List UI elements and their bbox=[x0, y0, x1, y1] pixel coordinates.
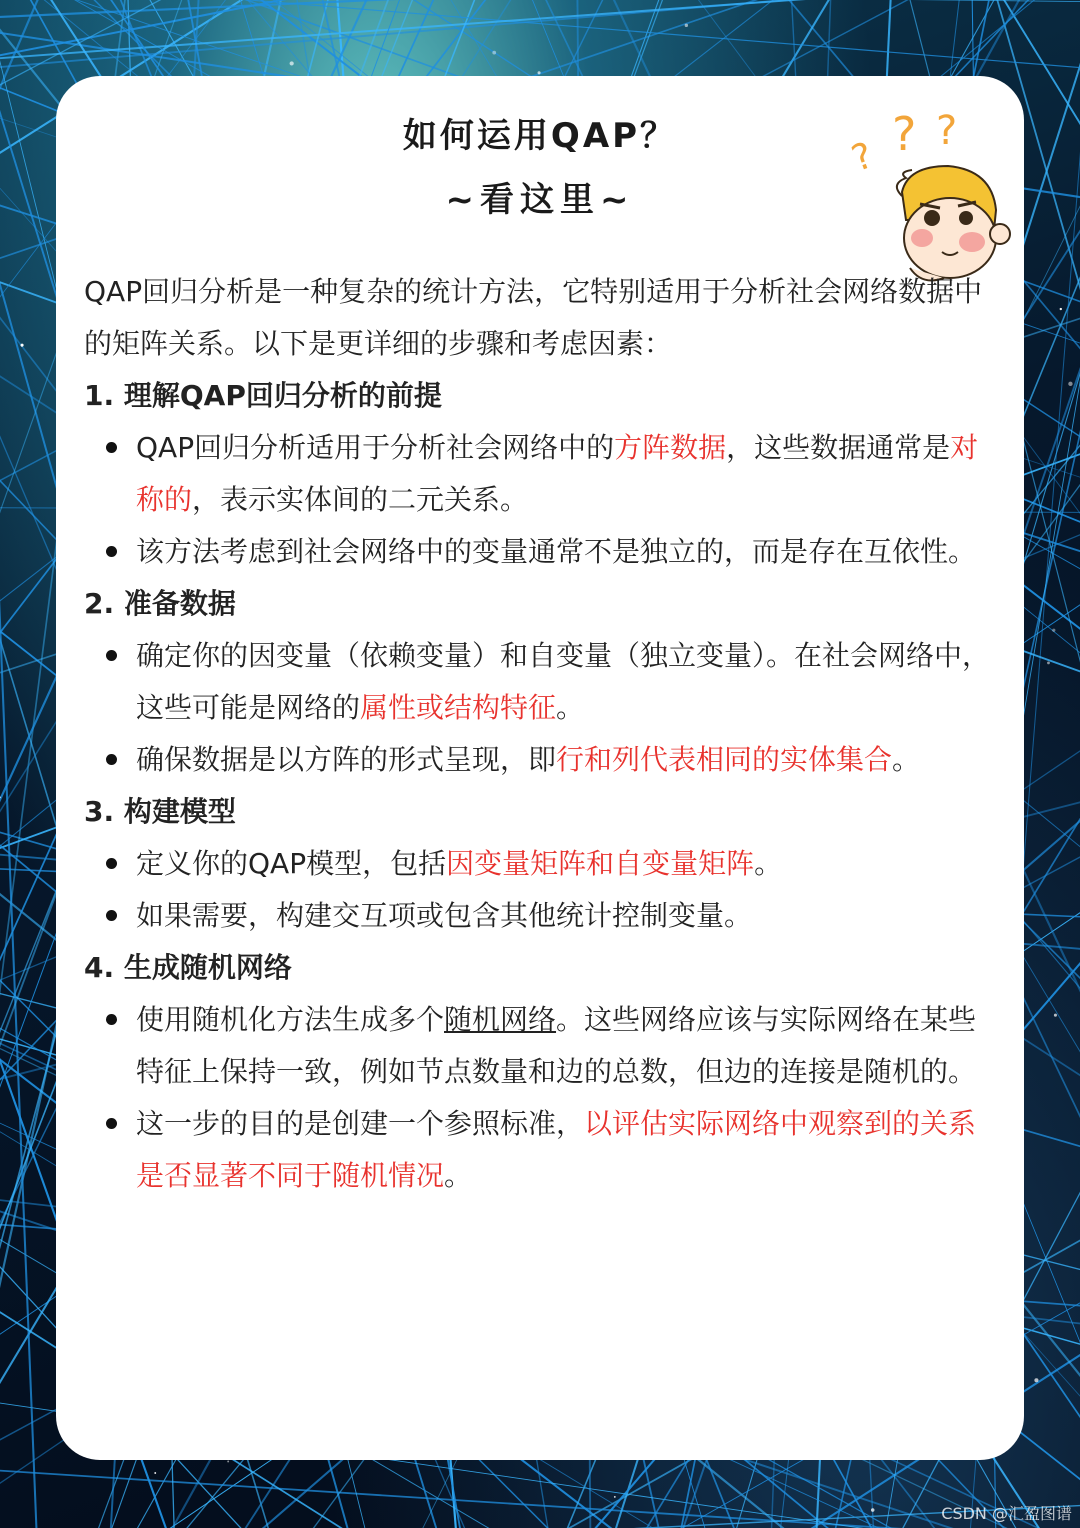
page-subtitle: ~看这里~ bbox=[445, 180, 635, 220]
star-dot bbox=[614, 1496, 616, 1498]
item-text: QAP回归分析适用于分析社会网络中的 bbox=[136, 431, 615, 464]
star-dot bbox=[227, 1460, 229, 1462]
section-heading-1: 1. 理解QAP回归分析的前提 bbox=[84, 379, 442, 412]
list-item bbox=[84, 422, 1004, 526]
item-text: 。 bbox=[892, 743, 921, 776]
star-dot bbox=[492, 51, 496, 55]
section-3-list bbox=[84, 838, 1004, 942]
list-item bbox=[84, 838, 1004, 890]
star-dot bbox=[1052, 629, 1055, 632]
bullet-icon bbox=[106, 754, 117, 765]
bullet-icon bbox=[106, 1014, 117, 1025]
item-text: 使用随机化方法生成多个 bbox=[136, 1003, 445, 1036]
highlight-text: 对称的 bbox=[136, 431, 979, 516]
list-item bbox=[84, 734, 1004, 786]
item-text: 该方法考虑到社会网络中的变量通常不是独立的，而是存在互依性。 bbox=[136, 535, 977, 568]
network-line bbox=[126, 0, 1080, 68]
list-item bbox=[84, 890, 1004, 942]
item-text: 确定你的因变量（依赖变量）和自变量（独立变量）。在社会网络中，这些可能是网络的 bbox=[136, 639, 991, 724]
list-item bbox=[84, 1098, 1004, 1202]
highlight-text: 方阵数据 bbox=[614, 431, 727, 464]
section-2-list bbox=[84, 630, 1004, 786]
confused-boy-icon bbox=[846, 100, 1026, 290]
item-text: ，表示实体间的二元关系。 bbox=[192, 483, 529, 516]
question-mark-3: ? bbox=[936, 108, 958, 154]
item-text: 确保数据是以方阵的形式呈现，即 bbox=[136, 743, 557, 776]
item-text: 。 bbox=[556, 691, 585, 724]
section-heading-2: 2. 准备数据 bbox=[84, 587, 236, 620]
star-dot bbox=[1060, 308, 1062, 310]
star-dot bbox=[290, 61, 294, 65]
bullet-icon bbox=[106, 1118, 117, 1129]
item-text: 这一步的目的是创建一个参照标准， bbox=[136, 1107, 585, 1140]
star-dot bbox=[1034, 1378, 1038, 1382]
bullet-icon bbox=[106, 650, 117, 661]
bullet-icon bbox=[106, 546, 117, 557]
bullet-icon bbox=[106, 858, 117, 869]
network-line bbox=[0, 0, 928, 59]
highlight-text: 属性或结构特征 bbox=[360, 691, 557, 724]
bullet-icon bbox=[106, 442, 117, 453]
star-dot bbox=[1068, 382, 1072, 386]
star-dot bbox=[21, 344, 24, 347]
star-dot bbox=[154, 1472, 156, 1474]
article-body bbox=[84, 266, 1004, 1202]
item-text: 。 bbox=[444, 1159, 473, 1192]
item-text: 。 bbox=[754, 847, 783, 880]
highlight-text: 因变量矩阵和自变量矩阵 bbox=[446, 847, 755, 880]
item-text: 如果需要，构建交互项或包含其他统计控制变量。 bbox=[136, 899, 753, 932]
list-item bbox=[84, 994, 1004, 1098]
intro-paragraph: QAP回归分析是一种复杂的统计方法，它特别适用于分析社会网络数据中的矩阵关系。以下是更详细的步骤和考虑因素： bbox=[84, 275, 983, 360]
star-dot bbox=[538, 71, 541, 74]
list-item bbox=[84, 630, 1004, 734]
question-mark-1: ? bbox=[846, 135, 879, 181]
page-title: 如何运用QAP？ bbox=[402, 116, 678, 156]
watermark: CSDN @汇盈图谱 bbox=[941, 1504, 1072, 1523]
item-text: ，这些数据通常是 bbox=[726, 431, 951, 464]
section-heading-4: 4. 生成随机网络 bbox=[84, 951, 292, 984]
section-heading-3: 3. 构建模型 bbox=[84, 795, 236, 828]
section-1-list bbox=[84, 422, 1004, 578]
list-item bbox=[84, 526, 1004, 578]
bullet-icon bbox=[106, 910, 117, 921]
underlined-term: 随机网络 bbox=[444, 1003, 557, 1036]
item-text: 定义你的QAP模型，包括 bbox=[136, 847, 447, 880]
star-dot bbox=[1054, 1014, 1057, 1017]
section-4-list bbox=[84, 994, 1004, 1202]
highlight-text: 以评估实际网络中观察到的关系是否显著不同于随机情况 bbox=[136, 1107, 977, 1192]
highlight-text: 行和列代表相同的实体集合 bbox=[556, 743, 893, 776]
question-mark-2: ? bbox=[892, 107, 917, 161]
star-dot bbox=[1047, 661, 1050, 664]
item-text: 。这些网络应该与实际网络在某些特征上保持一致，例如节点数量和边的总数，但边的连接是随机的。 bbox=[136, 1003, 977, 1088]
star-dot bbox=[685, 24, 688, 27]
network-line bbox=[96, 0, 1080, 2]
star-dot bbox=[871, 1508, 875, 1512]
